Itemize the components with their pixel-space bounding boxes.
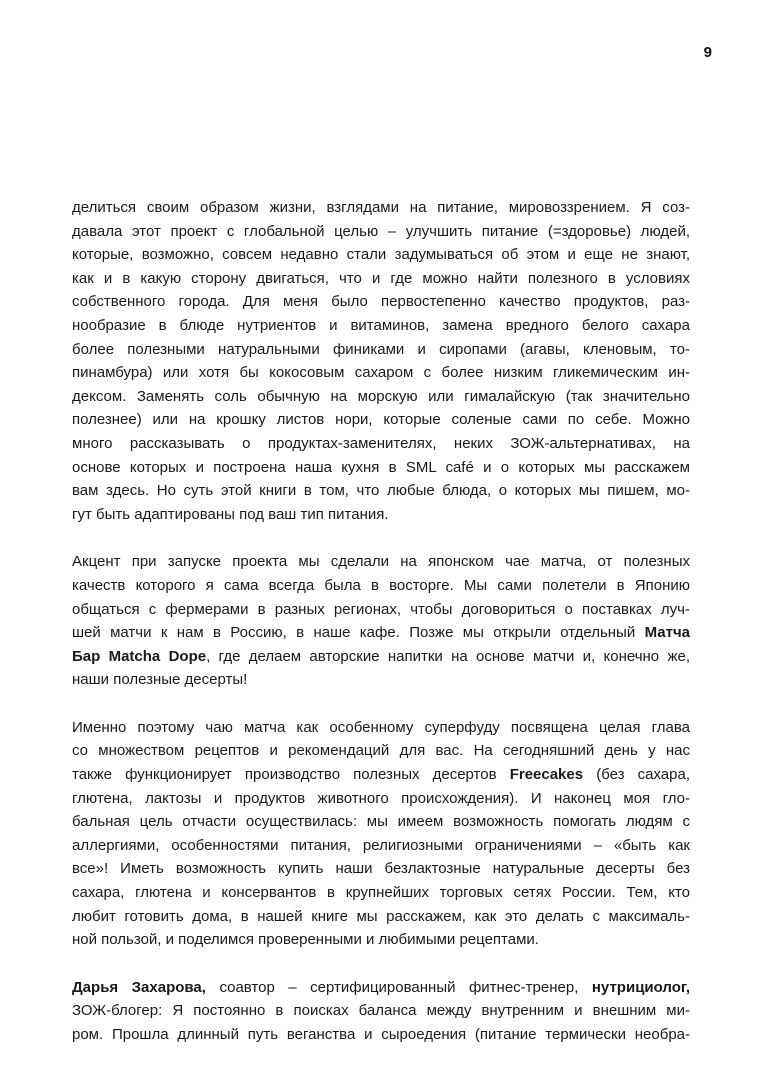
- text-line-with-bold: [72, 976, 690, 1000]
- text-line: сахара, глютена и консервантов в крупнейших торговых сетях России. Тем, кто: [72, 884, 690, 902]
- text-line: делиться своим образом жизни, взглядами на питание, мировоззрением. Я соз-: [72, 199, 690, 216]
- text-line: также функционирует производство полезных десертов: [72, 766, 497, 784]
- text-line-with-bold: [72, 645, 690, 669]
- text-line: все»! Иметь возможность купить наши безлактозные натуральные десерты без: [72, 860, 690, 878]
- page-number: 9: [703, 44, 712, 61]
- text-line: любит готовить дома, в нашей книге мы расскажем, как это делать с максималь-: [72, 907, 690, 925]
- text-line-with-bold: [72, 763, 690, 787]
- author-role: соавтор – сертифицированный фитнес-тренер,: [219, 978, 579, 996]
- text-line: как и в какую сторону двигаться, что и где можно найти полезного в условиях: [72, 269, 690, 287]
- text-line: наши полезные десерты!: [72, 671, 248, 689]
- text-line: более полезными натуральными финиками и сиропами (агавы, кленовым, то-: [72, 340, 690, 358]
- text-line: Акцент при запуске проекта мы сделали на японском чае матча, от полезных: [72, 553, 690, 571]
- paragraph-matcha: [72, 550, 690, 692]
- text-line: Именно поэтому чаю матча как особенному суперфуду посвящена целая глава: [72, 718, 690, 736]
- text-line: шей матчи к нам в Россию, в наше кафе. Позже мы открыли отдельный: [72, 624, 636, 642]
- text-line: ЗОЖ-блогер: Я постоянно в поисках баланса между внутренним и внешним ми-: [72, 1002, 690, 1020]
- text-line: со множеством рецептов и рекомендаций для вас. На сегодняшний день у нас: [72, 742, 690, 760]
- author-name: Дарья Захарова,: [72, 978, 206, 996]
- paragraph-freecakes: [72, 716, 690, 952]
- bold-term-matcha: Матча: [644, 624, 690, 642]
- text-line: общаться с фермерами в разных регионах, чтобы договориться о поставках луч-: [72, 600, 690, 618]
- text-line: собственного города. Для меня было первостепенно качество продуктов, раз-: [72, 293, 690, 311]
- paragraph-author: [72, 976, 690, 1047]
- text-line: качеств которого я сама всегда была в восторге. Мы сами полетели в Японию: [72, 576, 690, 594]
- text-line: давала этот проект с глобальной целью – улучшить питание (=здоровье) людей,: [72, 222, 690, 240]
- text-line: вам здесь. Но суть этой книги в том, что любые блюда, о которых мы пишем, мо-: [72, 482, 690, 500]
- text-line: глютена, лактозы и продуктов животного происхождения). И наконец моя гло-: [72, 789, 690, 807]
- text-line-tail: , где делаем авторские напитки на основе матчи и, конечно же,: [206, 647, 690, 665]
- text-line: ром. Прошла длинный путь веганства и сыроедения (питание термически необра-: [72, 1026, 690, 1043]
- text-line: бальная цель отчасти осуществилась: мы имеем возможность помогать людям с: [72, 813, 690, 831]
- page-body: [72, 196, 690, 1071]
- text-line: которые, возможно, совсем недавно стали задумываться об этом и еще не знают,: [72, 246, 690, 264]
- text-line: нообразие в блюде нутриентов и витаминов, замена вредного белого сахара: [72, 316, 690, 334]
- paragraph-intro: [72, 196, 690, 526]
- bold-term-nutritionist: нутрициолог,: [591, 978, 691, 996]
- text-line: гут быть адаптированы под ваш тип питания.: [72, 505, 389, 523]
- text-line: пинамбура) или хотя бы кокосовым сахаром с более низким гликемическим ин-: [72, 364, 690, 382]
- text-line-tail: (без сахара,: [596, 766, 690, 784]
- bold-term-matcha-bar: Бар Matcha Dope: [72, 647, 207, 665]
- text-line-with-bold: [72, 621, 690, 645]
- text-line: ной пользой, и поделимся проверенными и любимыми рецептами.: [72, 931, 539, 949]
- text-line: полезнее) или на крошку листов нори, которые соленые сами по себе. Можно: [72, 411, 690, 429]
- text-line: аллергиями, особенностями питания, религиозными ограничениями – «быть как: [72, 836, 690, 854]
- text-line: дексом. Заменять соль обычную на морскую или гималайскую (так значительно: [72, 387, 690, 405]
- bold-term-freecakes: Freecakes: [509, 766, 584, 784]
- text-line: много рассказывать о продуктах-заменителях, неких ЗОЖ-альтернативах, на: [72, 434, 690, 452]
- text-line: основе которых и построена наша кухня в SML café и о которых мы расскажем: [72, 458, 690, 476]
